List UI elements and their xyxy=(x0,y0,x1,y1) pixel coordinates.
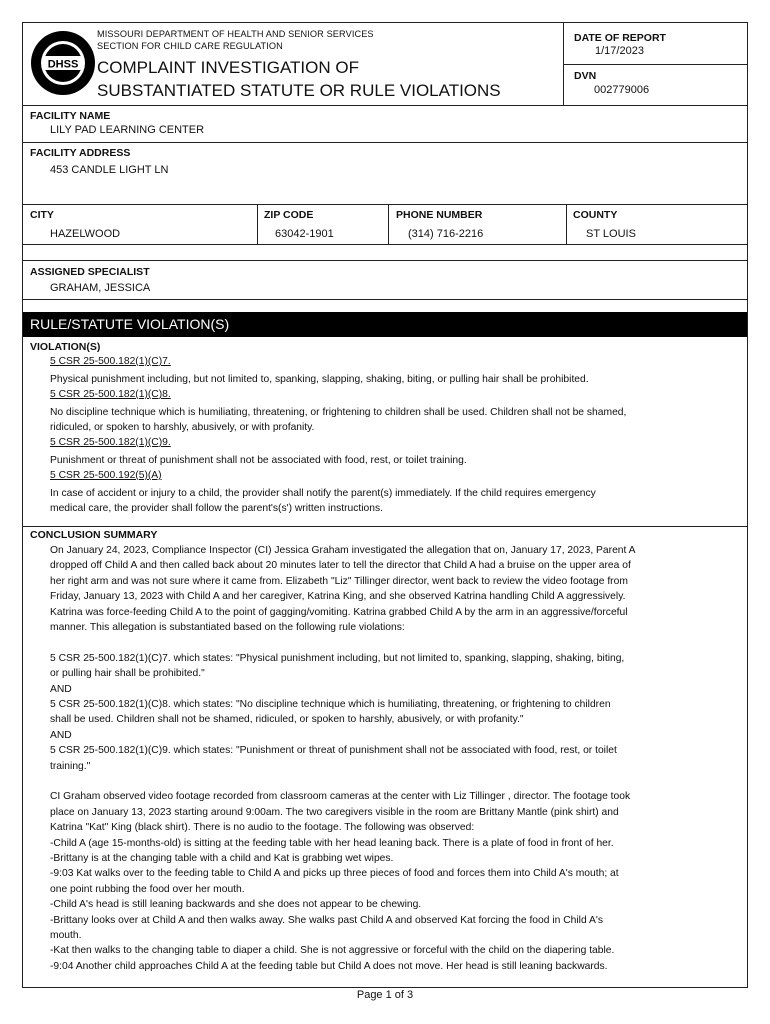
dhss-seal-logo xyxy=(29,29,97,97)
conclusion-line: one point rubbing the food over her mouth. xyxy=(50,883,245,895)
conclusion-line: Friday, January 13, 2023 with Child A and her caregiver, Katrina King, and she observed Katrina handling Child A aggressively. xyxy=(50,591,626,603)
assigned-specialist-label: ASSIGNED SPECIALIST xyxy=(30,266,150,278)
conclusion-line: 5 CSR 25-500.182(1)(C)7. which states: "Physical punishment including, but not limited to, spanking, slapping, shaking, biting, xyxy=(50,652,625,664)
violation-code: 5 CSR 25-500.182(1)(C)7. xyxy=(50,356,171,367)
dvn-value: 002779006 xyxy=(594,84,650,96)
violation-text: medical care, the provider shall follow the parent's(s') written instructions. xyxy=(50,503,383,514)
page-number: Page 1 of 3 xyxy=(356,989,414,1001)
phone-number-label: PHONE NUMBER xyxy=(396,209,483,221)
form-header xyxy=(23,23,747,106)
report-info-box xyxy=(563,23,748,105)
conclusion-line: -Child A's head is still leaning backwards and she does not appear to be chewing. xyxy=(50,899,422,911)
section-title-bar: RULE/STATUTE VIOLATION(S) xyxy=(23,312,747,337)
city-value: HAZELWOOD xyxy=(50,228,121,240)
violation-text: Punishment or threat of punishment shall not be associated with food, rest, or toilet training. xyxy=(50,455,467,466)
date-of-report-value: 1/17/2023 xyxy=(595,45,644,57)
phone-number-value: (314) 716-2216 xyxy=(408,228,484,240)
county-value: ST LOUIS xyxy=(586,228,636,240)
violation-code: 5 CSR 25-500.192(5)(A) xyxy=(50,470,162,481)
agency-line-2: SECTION FOR CHILD CARE REGULATION xyxy=(97,41,283,51)
conclusion-line: AND xyxy=(50,683,72,695)
conclusion-line: -Brittany is at the changing table with a child and Kat is grabbing wet wipes. xyxy=(50,853,394,864)
violation-text: ridiculed, or spoken to harshly, abusively, or with profanity. xyxy=(50,422,315,433)
violation-text: Physical punishment including, but not limited to, spanking, slapping, shaking, biting, or pulling hair shall be prohibited. xyxy=(50,374,589,385)
form-title xyxy=(97,56,501,102)
conclusion-line: her right arm and was not sure where it came from. Elizabeth "Liz" Tillinger director, went back to review the video footage from xyxy=(50,575,628,587)
agency-line-1: MISSOURI DEPARTMENT OF HEALTH AND SENIOR SERVICES xyxy=(97,29,374,39)
conclusion-line: -9:04 Another child approaches Child A at the feeding table but Child A does not move. Her head is still leaning backwards. xyxy=(50,960,608,972)
conclusion-line: manner. This allegation is substantiated based on the following rule violations: xyxy=(50,622,405,633)
conclusion-line: -Child A (age 15-months-old) is sitting at the feeding table with her head leaning back. There is a plate of food in front of her. xyxy=(50,837,614,849)
conclusion-line: CI Graham observed video footage recorded from classroom cameras at the center with Liz Tillinger , director. The footage took xyxy=(50,791,631,803)
conclusion-line: shall be used. Children shall not be shamed, ridiculed, or spoken to harshly, abusively, or with profanity." xyxy=(50,714,524,726)
conclusion-line: On January 24, 2023, Compliance Inspector (CI) Jessica Graham investigated the allegation that on, January 17, 2023, Parent A xyxy=(50,545,636,556)
violation-code: 5 CSR 25-500.182(1)(C)8. xyxy=(50,389,171,400)
city-label: CITY xyxy=(30,209,54,221)
county-label: COUNTY xyxy=(573,209,618,221)
conclusion-line: 5 CSR 25-500.182(1)(C)9. which states: "Punishment or threat of punishment shall not be associated with food, rest, or toilet xyxy=(50,745,617,757)
conclusion-line: dropped off Child A and then called back about 20 minutes later to tell the director that Child A had a bruise on the upper area of xyxy=(50,560,631,572)
agency-name xyxy=(97,28,374,52)
conclusion-line: -Kat then walks to the changing table to diaper a child. She is not aggressive or forceful with the child on the diapering table. xyxy=(50,945,615,957)
facility-name-value: LILY PAD LEARNING CENTER xyxy=(50,124,205,136)
conclusion-line: AND xyxy=(50,729,72,741)
assigned-specialist-value: GRAHAM, JESSICA xyxy=(50,282,151,294)
conclusion-line: Katrina "Kat" King (black shirt). There is no audio to the footage. The following was observed: xyxy=(50,822,475,834)
conclusion-line: -9:03 Kat walks over to the feeding table to Child A and picks up three pieces of food and forces them into Child A's mouth; at xyxy=(50,868,619,880)
conclusion-line: place on January 13, 2023 starting around 9:00am. The two caregivers visible in the room are Brittany Mantle (pink shirt) and xyxy=(50,806,619,818)
facility-address-label: FACILITY ADDRESS xyxy=(30,147,131,159)
violations-label: VIOLATION(S) xyxy=(30,341,101,353)
conclusion-line: Katrina was force-feeding Child A to the point of gagging/vomiting. Katrina grabbed Child A by the arm in an aggressive/forceful xyxy=(50,606,628,618)
complaint-form xyxy=(22,22,748,988)
conclusion-line: training." xyxy=(50,760,91,772)
facility-name-label: FACILITY NAME xyxy=(30,110,111,122)
facility-address-value: 453 CANDLE LIGHT LN xyxy=(50,164,169,176)
title-line-2: SUBSTANTIATED STATUTE OR RULE VIOLATIONS xyxy=(97,81,501,100)
conclusion-line: 5 CSR 25-500.182(1)(C)8. which states: "No discipline technique which is humiliating, threatening, or frightening to children xyxy=(50,699,611,710)
date-of-report-label: DATE OF REPORT xyxy=(574,32,666,44)
conclusion-line: -Brittany looks over at Child A and then walks away. She walks past Child A and observed Kat forcing the food in Child A's xyxy=(50,914,603,926)
conclusion-line: mouth. xyxy=(50,930,82,941)
violation-code: 5 CSR 25-500.182(1)(C)9. xyxy=(50,437,171,448)
violation-text: In case of accident or injury to a child, the provider shall notify the parent(s) immediately. If the child requires emergency xyxy=(50,488,596,499)
title-line-1: COMPLAINT INVESTIGATION OF xyxy=(97,58,359,77)
dvn-label: DVN xyxy=(574,70,597,82)
conclusion-line: or pulling hair shall be prohibited." xyxy=(50,668,205,680)
zip-code-label: ZIP CODE xyxy=(264,209,314,221)
violation-text: No discipline technique which is humiliating, threatening, or frightening to children shall be used. Children shall not be shamed, xyxy=(50,407,627,418)
zip-code-value: 63042-1901 xyxy=(275,228,334,240)
svg-text:DHSS: DHSS xyxy=(47,58,79,71)
conclusion-summary-label: CONCLUSION SUMMARY xyxy=(30,529,158,541)
